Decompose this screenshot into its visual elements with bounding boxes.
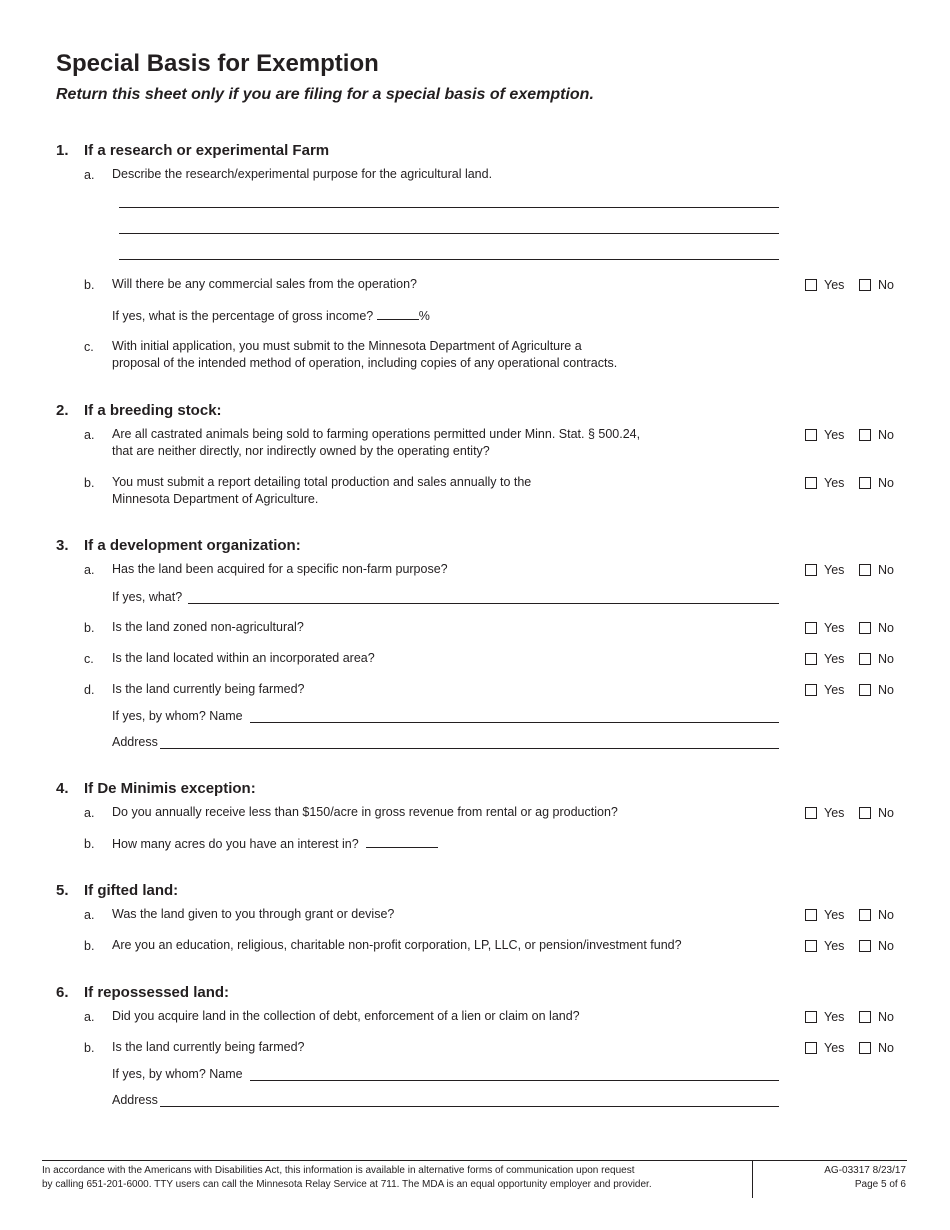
percentage-input[interactable] xyxy=(377,307,419,320)
s3-c-letter: c. xyxy=(84,652,94,666)
yes-label: Yes xyxy=(824,939,845,953)
s5-a-yes-checkbox[interactable] xyxy=(805,909,817,921)
s5-b-question: Are you an education, religious, charitable non-profit corporation, LP, LLC, or pension/investment fund? xyxy=(112,938,682,952)
no-label: No xyxy=(878,563,894,577)
s6-b-address-label: Address xyxy=(112,1093,158,1107)
s1-b-followup xyxy=(112,307,430,325)
no-label: No xyxy=(878,621,894,635)
s2-b-yes-checkbox[interactable] xyxy=(805,477,817,489)
s2-a-letter: a. xyxy=(84,428,95,442)
s1-a-question: Describe the research/experimental purpose for the agricultural land. xyxy=(112,167,493,181)
s4-b-question: How many acres do you have an interest in? xyxy=(112,837,359,851)
footer-notice-line-1: In accordance with the Americans with Disabilities Act, this information is available in alternative forms of communication upon request xyxy=(42,1165,635,1176)
s3-d-yes-no xyxy=(805,683,907,699)
s5-b-letter: b. xyxy=(84,939,95,953)
s1-c-line-1: With initial application, you must submit to the Minnesota Department of Agriculture a xyxy=(112,339,582,353)
s3-c-no-checkbox[interactable] xyxy=(859,653,871,665)
s3-a-yes-no xyxy=(805,563,907,579)
section-3-title: If a development organization: xyxy=(84,537,301,554)
s3-b-letter: b. xyxy=(84,621,95,635)
yes-label: Yes xyxy=(824,1041,845,1055)
s1-b-yes-checkbox[interactable] xyxy=(805,279,817,291)
yes-label: Yes xyxy=(824,683,845,697)
s3-a-letter: a. xyxy=(84,563,95,577)
s6-b-no-checkbox[interactable] xyxy=(859,1042,871,1054)
footer-notice xyxy=(42,1164,652,1192)
s5-b-yes-no xyxy=(805,939,907,955)
s4-a-yes-checkbox[interactable] xyxy=(805,807,817,819)
no-label: No xyxy=(878,1010,894,1024)
s2-a-line-2: that are neither directly, nor indirectly owned by the operating entity? xyxy=(112,444,490,458)
s4-b-letter: b. xyxy=(84,837,95,851)
no-label: No xyxy=(878,1041,894,1055)
s3-a-followup-label: If yes, what? xyxy=(112,590,183,604)
s5-a-question: Was the land given to you through grant or devise? xyxy=(112,907,395,921)
s3-d-name-label: If yes, by whom? Name xyxy=(112,709,243,723)
s3-a-yes-checkbox[interactable] xyxy=(805,564,817,576)
s3-c-question: Is the land located within an incorporated area? xyxy=(112,651,375,665)
yes-label: Yes xyxy=(824,621,845,635)
page-subtitle: Return this sheet only if you are filing for a special basis of exemption. xyxy=(56,86,594,103)
section-2-number: 2. xyxy=(56,402,69,419)
section-6-title: If repossessed land: xyxy=(84,984,230,1001)
yes-label: Yes xyxy=(824,563,845,577)
section-4-number: 4. xyxy=(56,780,69,797)
s6-b-question: Is the land currently being farmed? xyxy=(112,1040,305,1054)
s3-d-name-line[interactable] xyxy=(250,722,779,723)
s3-d-question: Is the land currently being farmed? xyxy=(112,682,305,696)
acres-input[interactable] xyxy=(366,835,438,848)
s1-c-letter: c. xyxy=(84,340,94,354)
s6-a-yes-no xyxy=(805,1010,907,1026)
s1-b-followup-label: If yes, what is the percentage of gross income? xyxy=(112,309,374,323)
s1-a-answer-line-2[interactable] xyxy=(119,233,779,234)
s4-a-question: Do you annually receive less than $150/acre in gross revenue from rental or ag production? xyxy=(112,805,618,819)
s3-d-letter: d. xyxy=(84,683,95,697)
s4-b-question-row xyxy=(112,835,438,853)
section-5-number: 5. xyxy=(56,882,69,899)
s1-b-yes-no xyxy=(805,278,907,294)
no-label: No xyxy=(878,806,894,820)
yes-label: Yes xyxy=(824,908,845,922)
s4-a-no-checkbox[interactable] xyxy=(859,807,871,819)
s1-a-answer-line-1[interactable] xyxy=(119,207,779,208)
s3-a-no-checkbox[interactable] xyxy=(859,564,871,576)
section-2-title: If a breeding stock: xyxy=(84,402,222,419)
s6-b-name-label: If yes, by whom? Name xyxy=(112,1067,243,1081)
yes-label: Yes xyxy=(824,476,845,490)
s2-b-no-checkbox[interactable] xyxy=(859,477,871,489)
s2-a-no-checkbox[interactable] xyxy=(859,429,871,441)
no-label: No xyxy=(878,476,894,490)
page-number: Page 5 of 6 xyxy=(854,1179,906,1190)
s1-b-letter: b. xyxy=(84,278,95,292)
section-6-number: 6. xyxy=(56,984,69,1001)
s3-c-yes-checkbox[interactable] xyxy=(805,653,817,665)
s2-a-yes-checkbox[interactable] xyxy=(805,429,817,441)
s1-b-no-checkbox[interactable] xyxy=(859,279,871,291)
footer-form-info xyxy=(824,1164,906,1192)
no-label: No xyxy=(878,908,894,922)
s6-b-letter: b. xyxy=(84,1041,95,1055)
s4-a-letter: a. xyxy=(84,806,95,820)
footer-rule xyxy=(42,1160,907,1161)
section-4-title: If De Minimis exception: xyxy=(84,780,256,797)
s5-a-letter: a. xyxy=(84,908,95,922)
s3-d-address-line[interactable] xyxy=(160,748,779,749)
s3-c-yes-no xyxy=(805,652,907,668)
s3-b-question: Is the land zoned non-agricultural? xyxy=(112,620,304,634)
s1-a-answer-line-3[interactable] xyxy=(119,259,779,260)
s3-d-yes-checkbox[interactable] xyxy=(805,684,817,696)
s2-b-line-1: You must submit a report detailing total production and sales annually to the xyxy=(112,475,532,489)
form-id: AG-03317 8/23/17 xyxy=(824,1165,906,1176)
s2-a-line-1: Are all castrated animals being sold to farming operations permitted under Minn. Stat. § 500.24, xyxy=(112,427,641,441)
s5-a-no-checkbox[interactable] xyxy=(859,909,871,921)
s6-a-question: Did you acquire land in the collection of debt, enforcement of a lien or claim on land? xyxy=(112,1009,580,1023)
s3-a-question: Has the land been acquired for a specific non-farm purpose? xyxy=(112,562,448,576)
s6-b-yes-no xyxy=(805,1041,907,1057)
yes-label: Yes xyxy=(824,1010,845,1024)
section-5-title: If gifted land: xyxy=(84,882,179,899)
yes-label: Yes xyxy=(824,278,845,292)
s2-b-letter: b. xyxy=(84,476,95,490)
no-label: No xyxy=(878,428,894,442)
s5-b-no-checkbox[interactable] xyxy=(859,940,871,952)
yes-label: Yes xyxy=(824,652,845,666)
s6-a-letter: a. xyxy=(84,1010,95,1024)
s6-a-no-checkbox[interactable] xyxy=(859,1011,871,1023)
section-3-number: 3. xyxy=(56,537,69,554)
s1-a-letter: a. xyxy=(84,168,95,182)
section-1-title: If a research or experimental Farm xyxy=(84,142,330,159)
s3-d-no-checkbox[interactable] xyxy=(859,684,871,696)
s6-b-name-line[interactable] xyxy=(250,1080,779,1081)
s6-a-yes-checkbox[interactable] xyxy=(805,1011,817,1023)
s3-b-yes-no xyxy=(805,621,907,637)
s5-b-yes-checkbox[interactable] xyxy=(805,940,817,952)
footer-divider xyxy=(752,1160,753,1198)
s2-b-line-2: Minnesota Department of Agriculture. xyxy=(112,492,319,506)
s2-a-yes-no xyxy=(805,428,907,444)
s2-b-yes-no xyxy=(805,476,907,492)
yes-label: Yes xyxy=(824,428,845,442)
s1-c-line-2: proposal of the intended method of operation, including copies of any operational contracts. xyxy=(112,356,618,370)
no-label: No xyxy=(878,683,894,697)
s1-b-question: Will there be any commercial sales from the operation? xyxy=(112,277,417,291)
s5-a-yes-no xyxy=(805,908,907,924)
s6-b-yes-checkbox[interactable] xyxy=(805,1042,817,1054)
section-1-number: 1. xyxy=(56,142,69,159)
s6-b-address-line[interactable] xyxy=(160,1106,779,1107)
no-label: No xyxy=(878,652,894,666)
s4-a-yes-no xyxy=(805,806,907,822)
s3-b-no-checkbox[interactable] xyxy=(859,622,871,634)
footer-notice-line-2: by calling 651-201-6000. TTY users can call the Minnesota Relay Service at 711. The MDA is an equal opportunity employer and provider. xyxy=(42,1179,652,1190)
percent-sign: % xyxy=(418,309,430,323)
s3-b-yes-checkbox[interactable] xyxy=(805,622,817,634)
s3-a-followup-line[interactable] xyxy=(188,603,779,604)
no-label: No xyxy=(878,278,894,292)
yes-label: Yes xyxy=(824,806,845,820)
s3-d-address-label: Address xyxy=(112,735,158,749)
no-label: No xyxy=(878,939,894,953)
page-title: Special Basis for Exemption xyxy=(56,50,379,77)
